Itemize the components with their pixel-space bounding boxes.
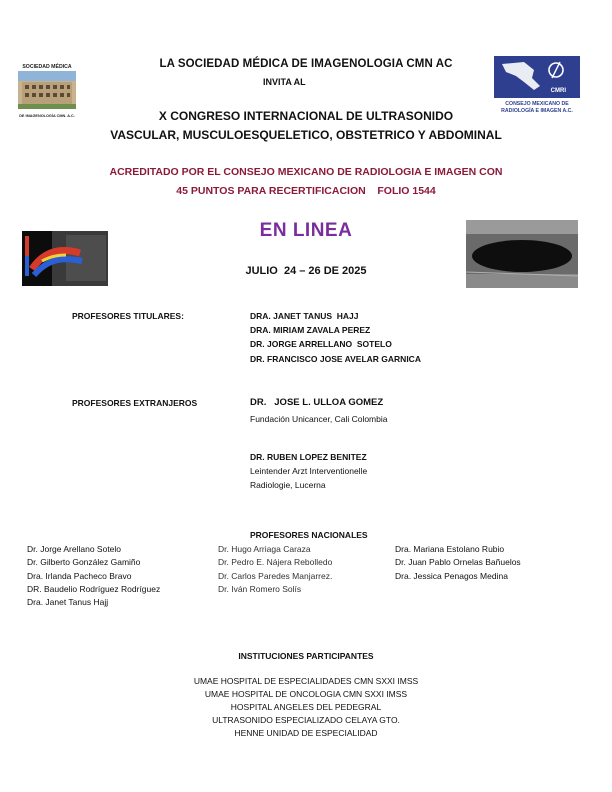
- institution-item: HENNE UNIDAD DE ESPECIALIDAD: [234, 728, 378, 738]
- logo-right-line1: CONSEJO MEXICANO DE: [505, 101, 569, 107]
- logo-left-bottom-text: DE IMAGENOLOGÍA CMN. A.C.: [19, 114, 75, 118]
- foreign-prof1-affiliation: Fundación Unicancer, Cali Colombia: [250, 414, 388, 424]
- titular-label: PROFESORES TITULARES:: [72, 311, 184, 321]
- institution-item: UMAE HOSPITAL DE ESPECIALIDADES CMN SXXI IMSS: [193, 676, 419, 686]
- congress-title-line1: X CONGRESO INTERNACIONAL DE ULTRASONIDO: [158, 109, 454, 123]
- institution-item: ULTRASONIDO ESPECIALIZADO CELAYA GTO.: [212, 715, 400, 725]
- national-prof: Dr. Pedro E. Nájera Rebolledo: [218, 557, 333, 568]
- foreign-prof2-title-line1: Leintender Arzt Interventionelle: [250, 466, 368, 476]
- national-col2: [218, 543, 332, 596]
- national-label: PROFESORES NACIONALES: [250, 530, 368, 540]
- institution-item: HOSPITAL ANGELES DEL PEDEGRAL: [230, 702, 382, 712]
- congress-title-line2: VASCULAR, MUSCULOESQUELETICO, OBSTETRICO Y ABDOMINAL: [110, 128, 502, 142]
- national-prof: Dra. Mariana Estolano Rubio: [395, 544, 505, 554]
- national-prof: Dra. Jessica Penagos Medina: [395, 570, 508, 581]
- national-prof: Dr. Iván Romero Solís: [218, 583, 302, 594]
- titular-name: DR. FRANCISCO JOSE AVELAR GARNICA: [250, 353, 421, 364]
- logo-right-line2: RADIOLOGÍA E IMAGEN A.C.: [501, 108, 573, 114]
- national-col3: [395, 543, 521, 583]
- titular-name: DRA. MIRIAM ZAVALA PEREZ: [250, 325, 371, 336]
- titular-name: DR. JORGE ARRELLANO SOTELO: [250, 339, 392, 350]
- national-prof: Dra. Irlanda Pacheco Bravo: [27, 570, 132, 581]
- national-prof: Dra. Janet Tanus Hajj: [27, 597, 109, 608]
- logo-left-top-text: SOCIEDAD MÉDICA: [22, 64, 72, 70]
- national-prof: Dr. Carlos Paredes Manjarrez.: [218, 570, 333, 581]
- institutions-label: INSTITUCIONES PARTICIPANTES: [238, 651, 374, 661]
- national-col1: [27, 543, 160, 609]
- foreign-prof2-name: DR. RUBEN LOPEZ BENITEZ: [250, 452, 367, 462]
- foreign-label: PROFESORES EXTRANJEROS: [72, 398, 198, 408]
- modality-heading: EN LINEA: [259, 220, 353, 241]
- accreditation-line1: ACREDITADO POR EL CONSEJO MEXICANO DE RADIOLOGIA E IMAGEN CON: [109, 166, 503, 178]
- national-prof: Dr. Juan Pablo Ornelas Bañuelos: [395, 557, 521, 568]
- foreign-prof2-title-line2: Radiologie, Lucerna: [250, 480, 326, 490]
- event-dates: JULIO 24 – 26 DE 2025: [245, 265, 367, 277]
- invites-text: INVITA AL: [263, 77, 306, 87]
- grayscale-ultrasound-image: [466, 220, 578, 288]
- society-title: LA SOCIEDAD MÉDICA DE IMAGENOLOGIA CMN AC: [159, 58, 453, 70]
- national-prof: Dr. Gilberto González Gamiño: [27, 557, 141, 568]
- titular-name: DRA. JANET TANUS HAJJ: [250, 311, 359, 321]
- logo-right-abbr: CMRI: [550, 88, 566, 94]
- accreditation-line2: 45 PUNTOS PARA RECERTIFICACION FOLIO 1544: [176, 185, 436, 197]
- national-prof: Dr. Hugo Arriaga Caraza: [218, 544, 311, 554]
- foreign-prof1-name: DR. JOSE L. ULLOA GOMEZ: [250, 397, 384, 408]
- institutions-list: [0, 675, 612, 740]
- national-prof: Dr. Jorge Arellano Sotelo: [27, 544, 122, 554]
- national-prof: DR. Baudelio Rodríguez Rodríguez: [27, 583, 161, 594]
- institution-item: UMAE HOSPITAL DE ONCOLOGIA CMN SXXI IMSS: [204, 689, 408, 699]
